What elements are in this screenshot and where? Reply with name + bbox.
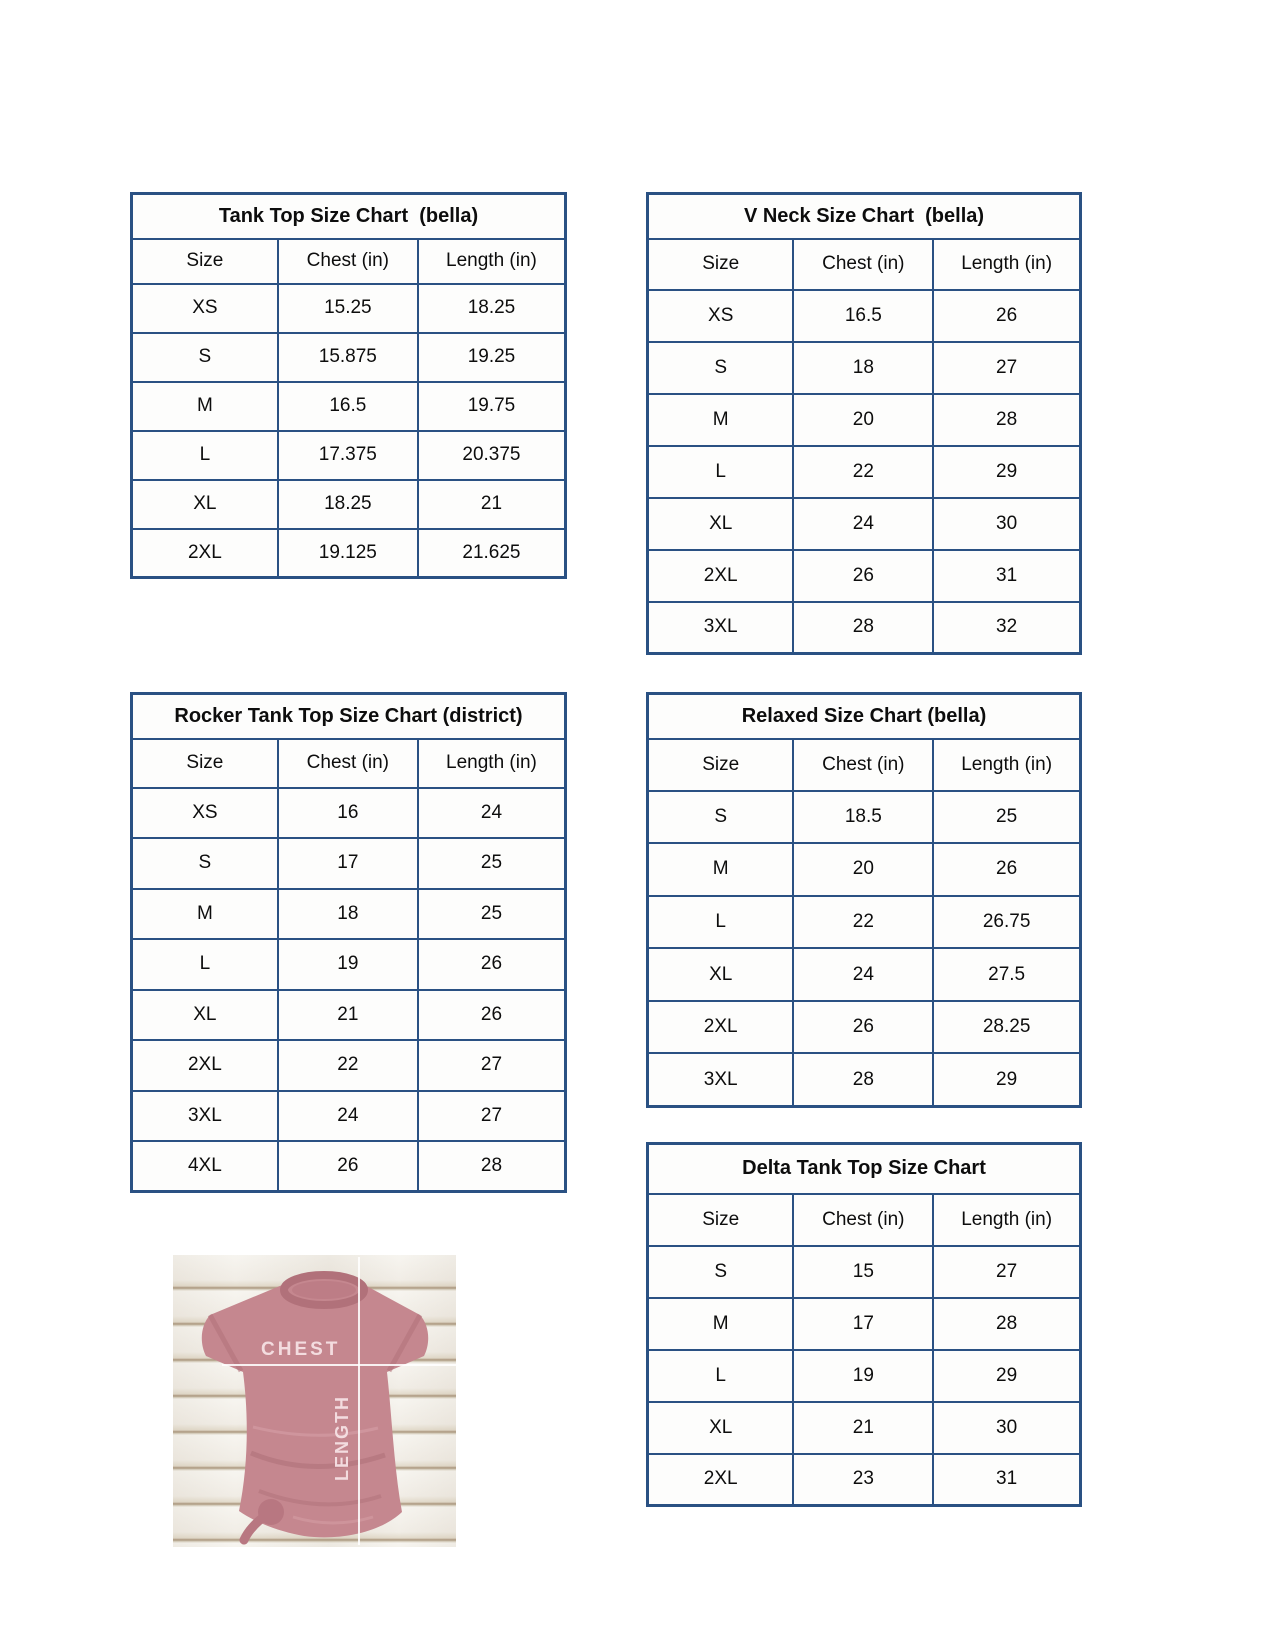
table-cell: 2XL: [648, 1001, 794, 1054]
table-cell: 24: [418, 788, 566, 839]
table-row: [648, 896, 1081, 949]
table-cell: S: [132, 838, 278, 889]
rocker-tank-table-body: [132, 788, 566, 1192]
table-title: Relaxed Size Chart (bella): [648, 694, 1081, 739]
table-row: [648, 550, 1081, 602]
col-header-chest: Chest (in): [793, 739, 933, 791]
table-cell: 18: [278, 889, 418, 940]
table-row: [132, 529, 566, 578]
table-header-row: [132, 239, 566, 284]
table-row: [132, 788, 566, 839]
length-label: LENGTH: [332, 1395, 352, 1481]
table-row: [648, 446, 1081, 498]
table-cell: 25: [418, 838, 566, 889]
table-cell: 32: [933, 602, 1080, 654]
table-cell: S: [648, 1246, 794, 1298]
table-row: [648, 1001, 1081, 1054]
table-cell: XL: [132, 990, 278, 1041]
table-cell: 30: [933, 498, 1080, 550]
table-cell: 28: [793, 602, 933, 654]
table-cell: 22: [278, 1040, 418, 1091]
tank-top-size-table: [130, 192, 567, 579]
table-cell: 27: [418, 1091, 566, 1142]
table-row: [132, 1091, 566, 1142]
table-cell: 28: [933, 394, 1080, 446]
table-row: [648, 1402, 1081, 1454]
table-cell: 17: [793, 1298, 933, 1350]
col-header-length: Length (in): [933, 739, 1080, 791]
table-row: [648, 948, 1081, 1001]
length-measure-line: [358, 1257, 360, 1545]
table-title-row: [132, 694, 566, 739]
col-header-size: Size: [132, 239, 278, 284]
table-cell: 24: [278, 1091, 418, 1142]
table-cell: 21: [278, 990, 418, 1041]
table-cell: XS: [132, 788, 278, 839]
table-cell: M: [648, 1298, 794, 1350]
table-cell: 18.25: [418, 284, 566, 333]
table-row: [132, 333, 566, 382]
table-row: [132, 1040, 566, 1091]
table-row: [648, 602, 1081, 654]
table-cell: L: [132, 939, 278, 990]
table-cell: 15.25: [278, 284, 418, 333]
table-cell: 16: [278, 788, 418, 839]
table-row: [648, 1350, 1081, 1402]
table-cell: S: [648, 342, 794, 394]
table-cell: XS: [648, 290, 794, 342]
table-row: [648, 394, 1081, 446]
table-row: [132, 889, 566, 940]
table-cell: 20: [793, 394, 933, 446]
table-cell: 19: [278, 939, 418, 990]
table-title-row: [648, 194, 1081, 239]
table-cell: 28: [418, 1141, 566, 1192]
table-cell: 21: [418, 480, 566, 529]
shirt-measurement-photo: [173, 1255, 456, 1547]
table-cell: 25: [933, 791, 1080, 844]
table-row: [648, 290, 1081, 342]
table-header-row: [648, 1194, 1081, 1246]
table-cell: 19.25: [418, 333, 566, 382]
table-cell: 3XL: [132, 1091, 278, 1142]
table-row: [132, 1141, 566, 1192]
table-cell: 18: [793, 342, 933, 394]
col-header-size: Size: [648, 739, 794, 791]
table-cell: 17.375: [278, 431, 418, 480]
table-cell: S: [132, 333, 278, 382]
table-cell: 26: [418, 939, 566, 990]
table-title: Tank Top Size Chart (bella): [132, 194, 566, 239]
table-cell: 17: [278, 838, 418, 889]
table-cell: L: [648, 896, 794, 949]
table-cell: 2XL: [648, 550, 794, 602]
table-cell: 29: [933, 1053, 1080, 1106]
col-header-length: Length (in): [933, 239, 1080, 290]
table-cell: 22: [793, 896, 933, 949]
table-cell: 2XL: [132, 529, 278, 578]
col-header-size: Size: [132, 739, 278, 788]
v-neck-size-table: [646, 192, 1082, 655]
table-title-row: [132, 194, 566, 239]
delta-tank-table-body: [648, 1246, 1081, 1506]
col-header-size: Size: [648, 1194, 794, 1246]
table-row: [648, 1298, 1081, 1350]
table-header-row: [648, 239, 1081, 290]
table-row: [132, 431, 566, 480]
table-cell: 21.625: [418, 529, 566, 578]
col-header-length: Length (in): [418, 239, 566, 284]
table-row: [648, 1246, 1081, 1298]
relaxed-table-body: [648, 791, 1081, 1107]
table-cell: M: [648, 843, 794, 896]
table-title: Rocker Tank Top Size Chart (district): [132, 694, 566, 739]
table-cell: 27.5: [933, 948, 1080, 1001]
table-cell: 28: [793, 1053, 933, 1106]
table-cell: 24: [793, 498, 933, 550]
col-header-chest: Chest (in): [278, 739, 418, 788]
col-header-chest: Chest (in): [793, 239, 933, 290]
table-cell: 29: [933, 1350, 1080, 1402]
table-cell: 26: [933, 290, 1080, 342]
table-row: [648, 843, 1081, 896]
table-cell: 25: [418, 889, 566, 940]
table-title-row: [648, 694, 1081, 739]
col-header-length: Length (in): [418, 739, 566, 788]
table-cell: L: [132, 431, 278, 480]
table-cell: 18.25: [278, 480, 418, 529]
table-row: [648, 342, 1081, 394]
table-cell: XL: [648, 1402, 794, 1454]
col-header-length: Length (in): [933, 1194, 1080, 1246]
table-cell: 20.375: [418, 431, 566, 480]
table-row: [132, 939, 566, 990]
table-cell: 30: [933, 1402, 1080, 1454]
table-cell: 19.125: [278, 529, 418, 578]
table-header-row: [648, 739, 1081, 791]
table-row: [132, 990, 566, 1041]
table-row: [132, 284, 566, 333]
table-row: [132, 838, 566, 889]
table-cell: 21: [793, 1402, 933, 1454]
tshirt-illustration: [173, 1255, 456, 1547]
table-cell: 27: [933, 1246, 1080, 1298]
table-title: V Neck Size Chart (bella): [648, 194, 1081, 239]
table-cell: 19: [793, 1350, 933, 1402]
table-cell: 31: [933, 1454, 1080, 1506]
table-cell: XL: [648, 498, 794, 550]
delta-tank-size-table: [646, 1142, 1082, 1507]
table-title-row: [648, 1144, 1081, 1194]
table-cell: 28.25: [933, 1001, 1080, 1054]
table-cell: 27: [933, 342, 1080, 394]
table-cell: XL: [648, 948, 794, 1001]
table-cell: 26: [933, 843, 1080, 896]
col-header-chest: Chest (in): [793, 1194, 933, 1246]
table-cell: 15: [793, 1246, 933, 1298]
table-title: Delta Tank Top Size Chart: [648, 1144, 1081, 1194]
table-cell: 26.75: [933, 896, 1080, 949]
table-cell: 20: [793, 843, 933, 896]
table-cell: M: [132, 889, 278, 940]
table-cell: XL: [132, 480, 278, 529]
table-cell: M: [648, 394, 794, 446]
table-cell: M: [132, 382, 278, 431]
table-cell: 28: [933, 1298, 1080, 1350]
rocker-tank-size-table: [130, 692, 567, 1193]
table-cell: 19.75: [418, 382, 566, 431]
table-cell: S: [648, 791, 794, 844]
table-cell: 18.5: [793, 791, 933, 844]
table-cell: L: [648, 1350, 794, 1402]
table-cell: 3XL: [648, 1053, 794, 1106]
relaxed-size-table: [646, 692, 1082, 1108]
table-cell: 29: [933, 446, 1080, 498]
table-cell: 26: [278, 1141, 418, 1192]
table-cell: L: [648, 446, 794, 498]
table-header-row: [132, 739, 566, 788]
table-row: [648, 791, 1081, 844]
table-cell: 16.5: [793, 290, 933, 342]
col-header-size: Size: [648, 239, 794, 290]
table-cell: 26: [793, 550, 933, 602]
table-row: [648, 1454, 1081, 1506]
table-row: [132, 480, 566, 529]
tank-top-table-body: [132, 284, 566, 578]
table-row: [648, 1053, 1081, 1106]
table-cell: 26: [793, 1001, 933, 1054]
table-cell: XS: [132, 284, 278, 333]
table-cell: 2XL: [648, 1454, 794, 1506]
table-cell: 2XL: [132, 1040, 278, 1091]
v-neck-table-body: [648, 290, 1081, 654]
col-header-chest: Chest (in): [278, 239, 418, 284]
table-row: [648, 498, 1081, 550]
table-cell: 16.5: [278, 382, 418, 431]
chest-measure-line: [222, 1364, 456, 1366]
table-cell: 26: [418, 990, 566, 1041]
table-cell: 23: [793, 1454, 933, 1506]
table-cell: 24: [793, 948, 933, 1001]
table-cell: 4XL: [132, 1141, 278, 1192]
table-cell: 15.875: [278, 333, 418, 382]
table-cell: 27: [418, 1040, 566, 1091]
table-cell: 3XL: [648, 602, 794, 654]
table-cell: 31: [933, 550, 1080, 602]
table-row: [132, 382, 566, 431]
chest-label: CHEST: [261, 1339, 341, 1360]
table-cell: 22: [793, 446, 933, 498]
